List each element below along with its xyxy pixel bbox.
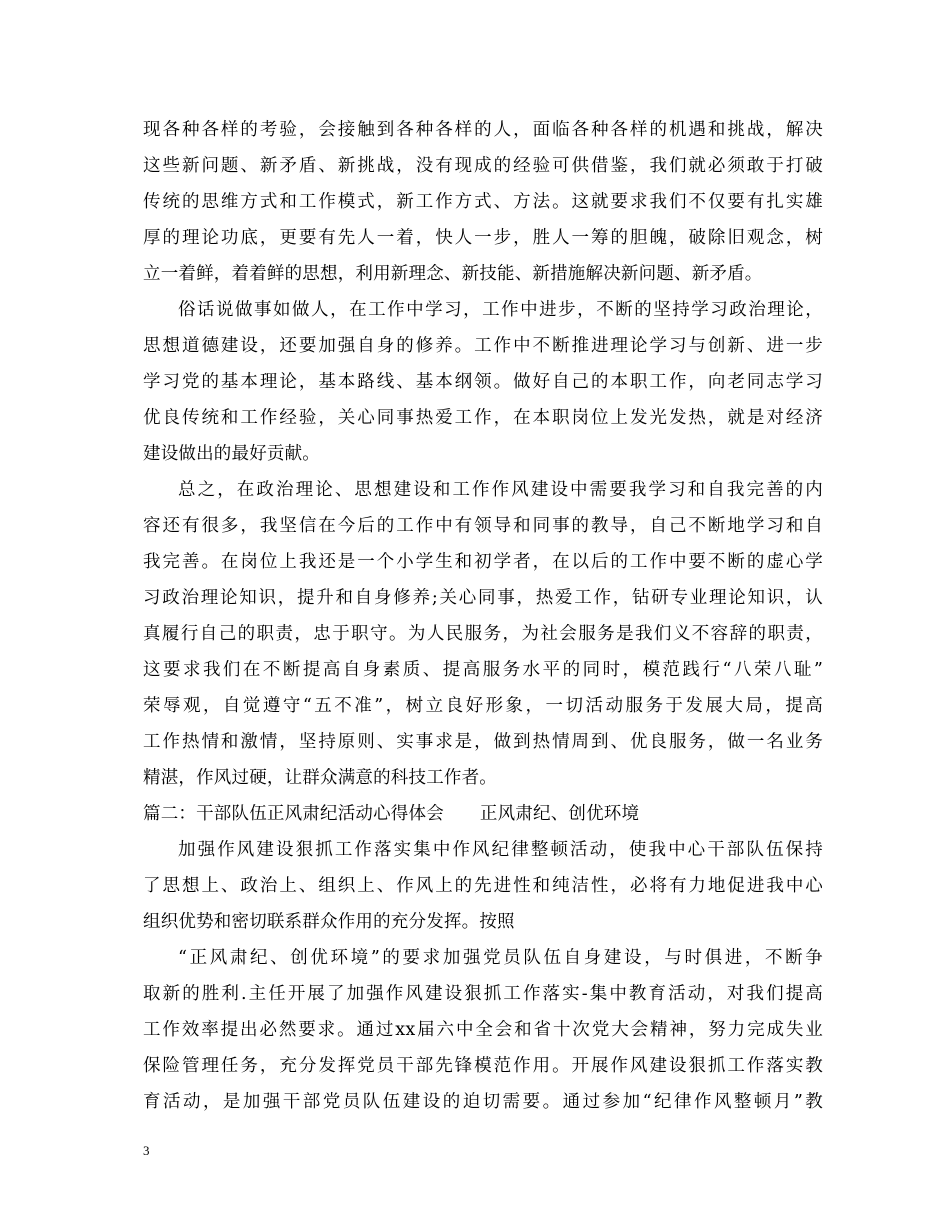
- text-line: 这些新问题、新矛盾、新挑战，没有现成的经验可供借鉴，我们就必须敢于打破: [143, 156, 823, 176]
- section-heading-title: 篇二：干部队伍正风肃纪活动心得体会: [143, 804, 444, 824]
- text-line: 学习党的基本理论，基本路线、基本纲领。做好自己的本职工作，向老同志学习: [143, 372, 823, 392]
- section-heading: [143, 796, 823, 832]
- section-heading-subtitle: 正风肃纪、创优环境: [479, 804, 640, 824]
- text-line: “正风肃纪、创优环境”的要求加强党员队伍自身建设，与时俱进，不断争: [178, 948, 823, 968]
- text-line: 荣辱观，自觉遵守“五不准”，树立良好形象，一切活动服务于发展大局，提高: [143, 696, 823, 716]
- text-line: 这要求我们在不断提高自身素质、提高服务水平的同时，模范践行“八荣八耻”: [143, 660, 823, 680]
- text-line: 我完善。在岗位上我还是一个小学生和初学者，在以后的工作中要不断的虚心学: [143, 552, 823, 572]
- text-line: 传统的思维方式和工作模式，新工作方式、方法。这就要求我们不仅要有扎实雄: [143, 192, 823, 212]
- text-line: 优良传统和工作经验，关心同事热爱工作，在本职岗位上发光发热，就是对经济: [143, 408, 823, 428]
- text-line: 厚的理论功底，更要有先人一着，快人一步，胜人一筹的胆魄，破除旧观念，树: [143, 228, 823, 248]
- text-line: 立一着鲜，着着鲜的思想，利用新理念、新技能、新措施解决新问题、新矛盾。: [143, 264, 763, 284]
- section-two-text: [143, 832, 823, 1120]
- text-line: 俗话说做事如做人，在工作中学习，工作中进步，不断的坚持学习政治理论，: [178, 300, 823, 320]
- text-line: 现各种各样的考验，会接触到各种各样的人，面临各种各样的机遇和挑战，解决: [143, 120, 823, 140]
- text-line: 工作热情和激情，坚持原则、实事求是，做到热情周到、优良服务，做一名业务: [143, 732, 823, 752]
- text-line: 习政治理论知识，提升和自身修养;关心同事，热爱工作，钻研专业理论知识，认: [143, 588, 823, 608]
- text-line: 容还有很多，我坚信在今后的工作中有领导和同事的教导，自己不断地学习和自: [143, 516, 823, 536]
- text-line: 思想道德建设，还要加强自身的修养。工作中不断推进理论学习与创新、进一步: [143, 336, 823, 356]
- text-line: 真履行自己的职责，忠于职守。为人民服务，为社会服务是我们义不容辞的职责，: [143, 624, 823, 644]
- document-body: [143, 112, 823, 1120]
- text-line: 取新的胜利.主任开展了加强作风建设狠抓工作落实-集中教育活动，对我们提高: [143, 984, 823, 1004]
- text-line: 精湛，作风过硬，让群众满意的科技工作者。: [143, 768, 497, 788]
- text-line: 了思想上、政治上、组织上、作风上的先进性和纯洁性，必将有力地促进我中心: [143, 876, 823, 896]
- text-line: 组织优势和密切联系群众作用的充分发挥。按照: [143, 912, 515, 932]
- text-line: 加强作风建设狠抓工作落实集中作风纪律整顿活动，使我中心干部队伍保持: [178, 840, 823, 860]
- text-line: 保险管理任务，充分发挥党员干部先锋模范作用。开展作风建设狠抓工作落实教: [143, 1056, 823, 1076]
- section-one-text: [143, 112, 823, 796]
- text-line: 总之，在政治理论、思想建设和工作作风建设中需要我学习和自我完善的内: [178, 480, 823, 500]
- text-line: 工作效率提出必然要求。通过xx届六中全会和省十次党大会精神，努力完成失业: [143, 1020, 823, 1040]
- text-line: 育活动，是加强干部党员队伍建设的迫切需要。通过参加“纪律作风整顿月”教: [143, 1092, 823, 1112]
- page-number: 3: [143, 1143, 150, 1158]
- text-line: 建设做出的最好贡献。: [143, 444, 320, 464]
